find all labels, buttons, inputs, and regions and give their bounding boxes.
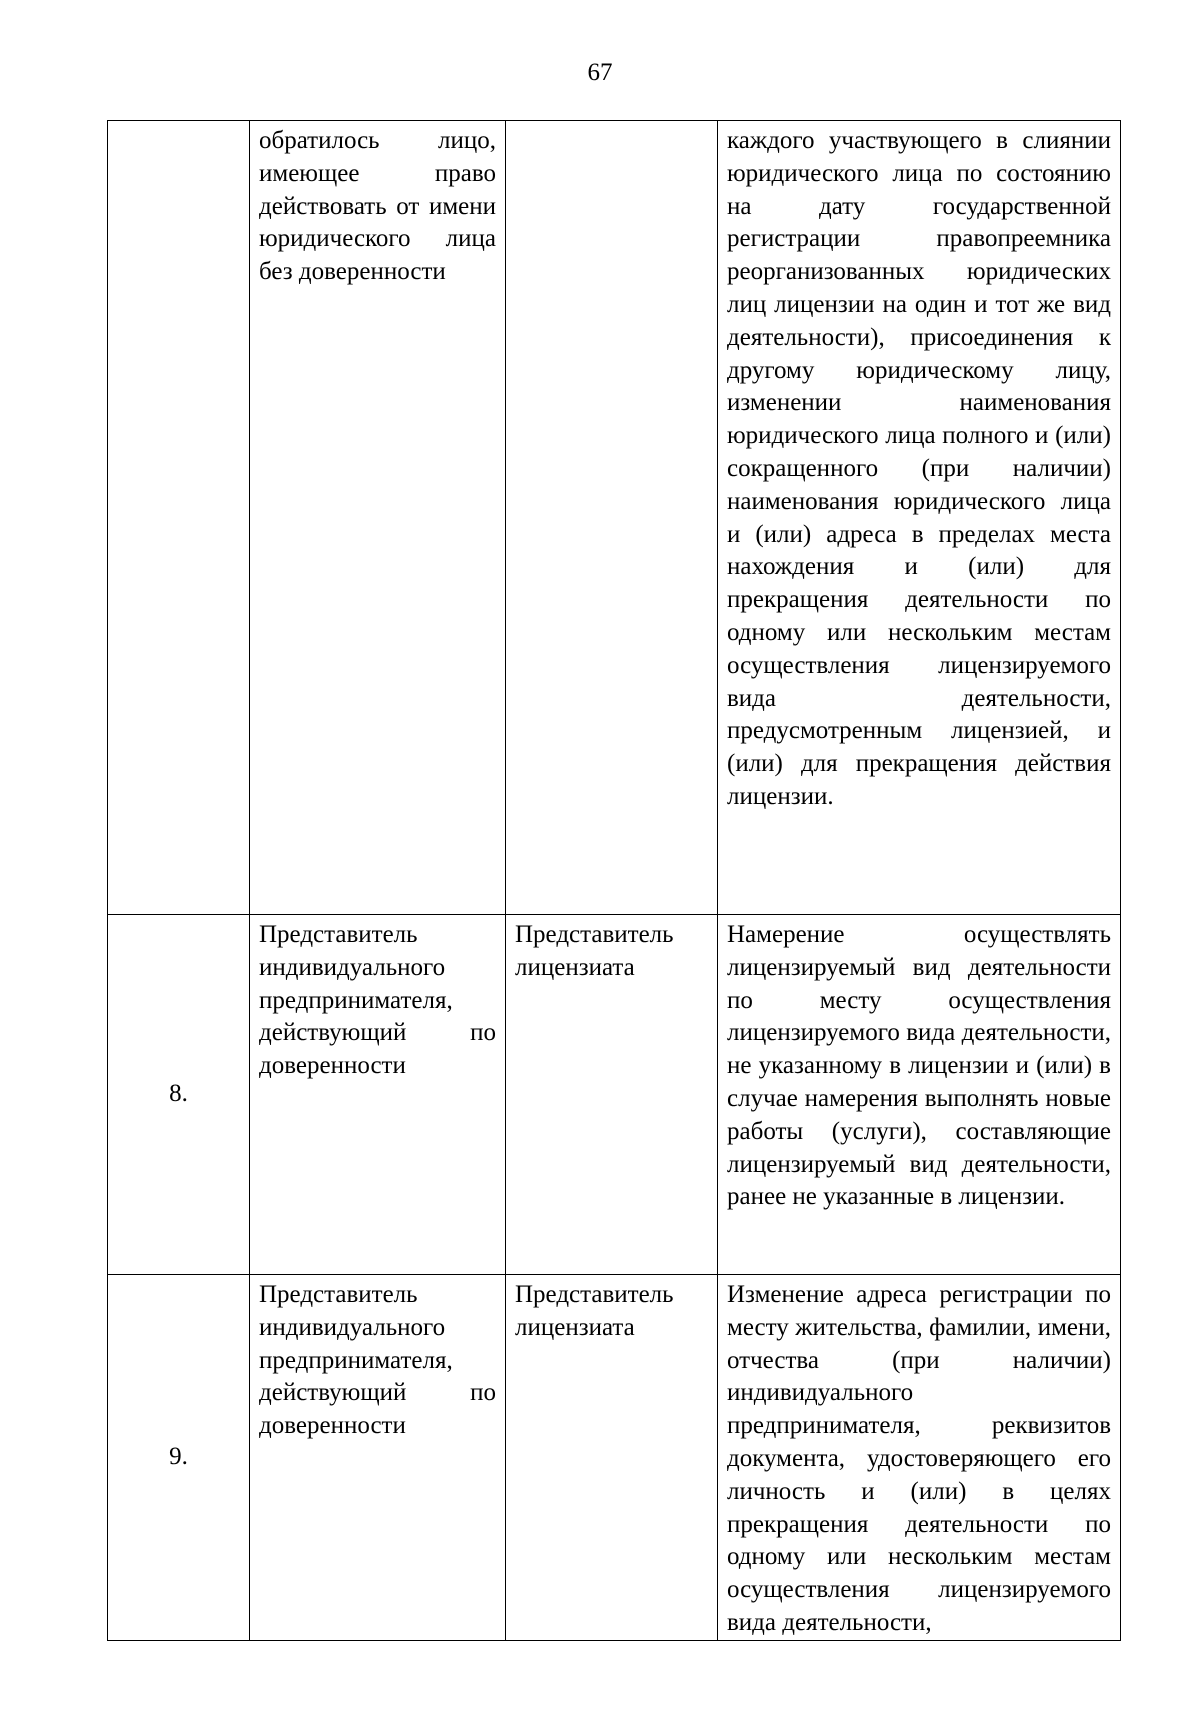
grounds-description-cell: Изменение адреса регистрации по месту жительства, фамилии, имени, отчества (при наличии) индивидуального предпринимателя, реквизитов документа, удостоверяющего его личность и (или) в целях прекращения деятельности по одному или нескольким местам осуществления лицензируемого вида деятельности, — [718, 1275, 1121, 1641]
table-row — [108, 1275, 1121, 1641]
grounds-description-cell: Намерение осуществлять лицензируемый вид деятельности по месту осуществления лицензируемого вида деятельности, не указанному в лицензии и (или) в случае намерения выполнять новые работы (услуги), составляющие лицензируемый вид деятельности, ранее не указанные в лицензии. — [718, 915, 1121, 1275]
applicant-role-cell — [506, 121, 718, 915]
applicant-cell: Представитель индивидуального предпринимателя, действующий по доверенности — [250, 915, 506, 1275]
table-row — [108, 915, 1121, 1275]
applicant-cell: обратилось лицо, имеющее право действовать от имени юридического лица без доверенности — [250, 121, 506, 915]
row-number-cell — [108, 121, 250, 915]
applicant-role-cell: Представитель лицензиата — [506, 915, 718, 1275]
row-number-cell: 8. — [108, 915, 250, 1275]
grounds-description-cell: каждого участвующего в слиянии юридического лица по состоянию на дату государственной регистрации правопреемника реорганизованных юридических лиц лицензии на один и тот же вид деятельности), присоединения к другому юридическому лицу, изменении наименования юридического лица полного и (или) сокращенного (при наличии) наименования юридического лица и (или) адреса в пределах места нахождения и (или) для прекращения деятельности по одному или нескольким местам осуществления лицензируемого вида деятельности, предусмотренным лицензией, и (или) для прекращения действия лицензии. — [718, 121, 1121, 915]
license-applicant-table — [107, 120, 1121, 1641]
table-row — [108, 121, 1121, 915]
row-number-cell: 9. — [108, 1275, 250, 1641]
page-number: 67 — [587, 59, 613, 86]
applicant-cell: Представитель индивидуального предпринимателя, действующий по доверенности — [250, 1275, 506, 1641]
applicant-role-cell: Представитель лицензиата — [506, 1275, 718, 1641]
